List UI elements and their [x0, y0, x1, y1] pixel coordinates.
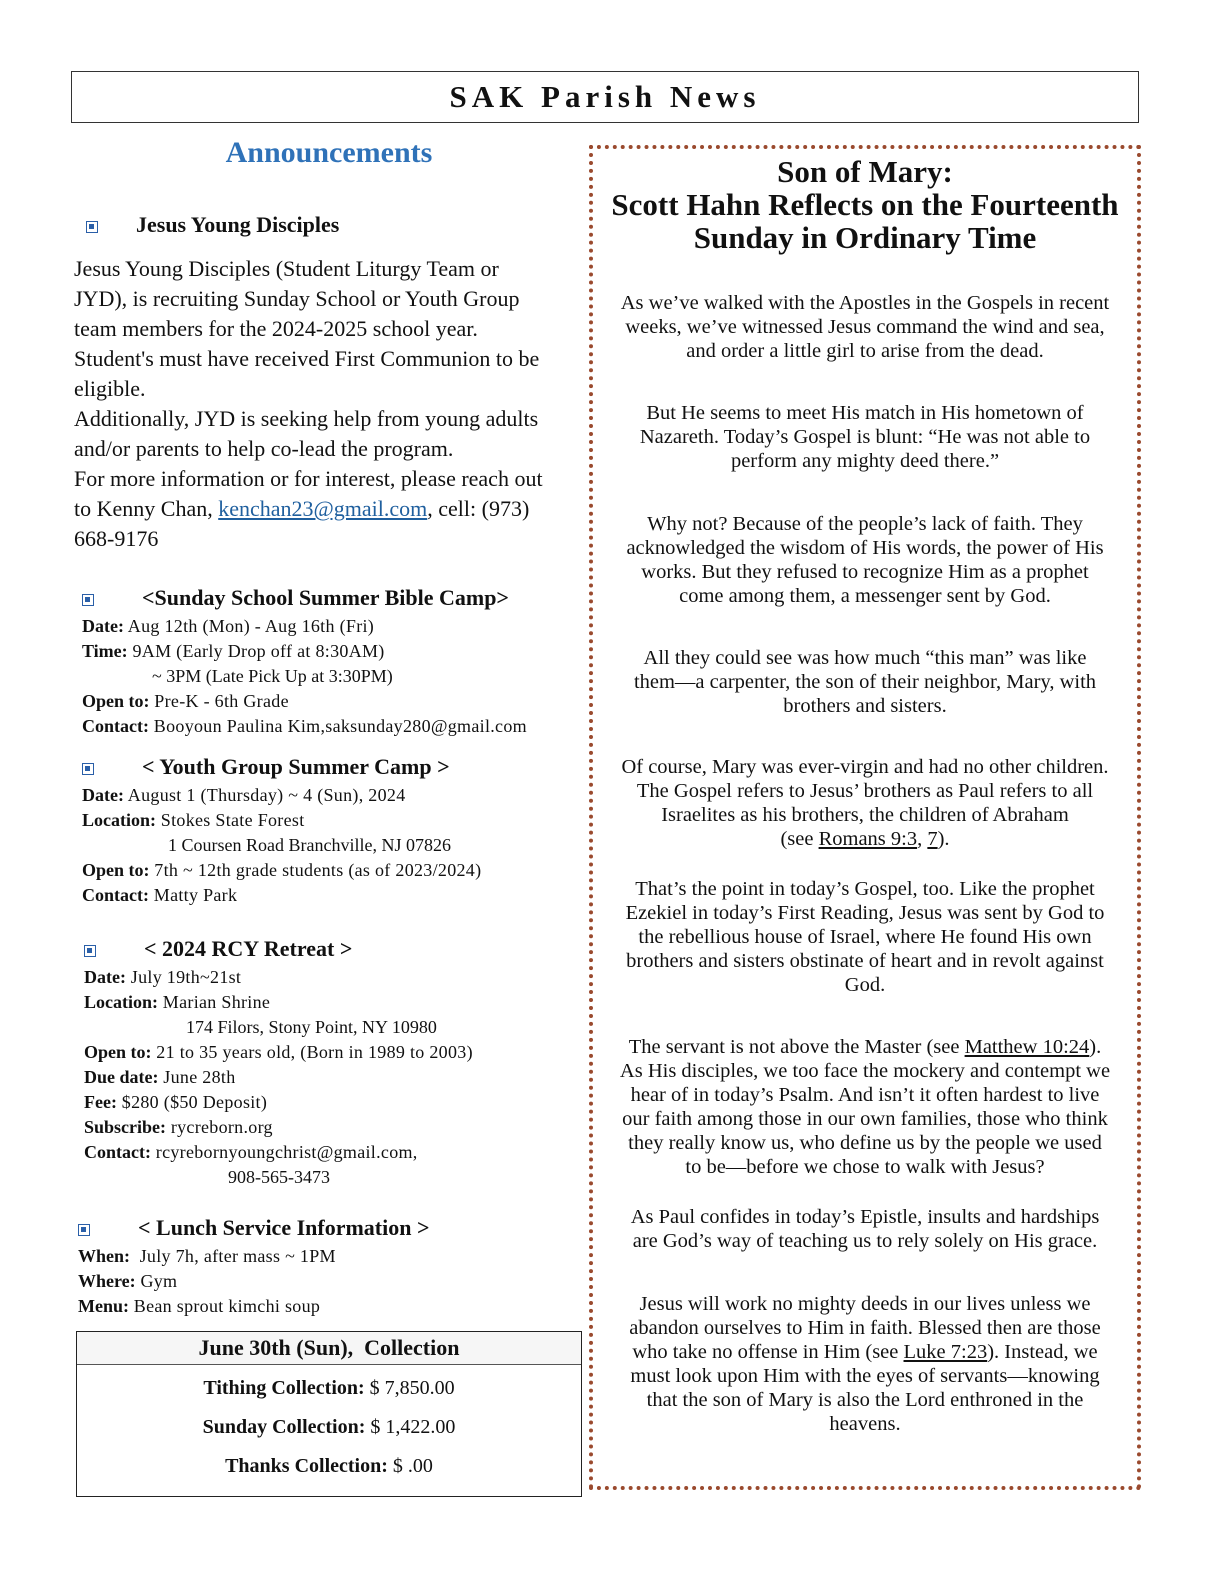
where-label: Where:	[78, 1271, 136, 1291]
menu-label: Menu:	[78, 1296, 129, 1316]
jyd-line: Jesus Young Disciples (Student Liturgy Team or	[74, 256, 499, 281]
rcy-due	[84, 1065, 584, 1090]
lunch-section	[78, 1213, 578, 1319]
jyd-line: JYD), is recruiting Sunday School or Youth Group	[74, 286, 520, 311]
para-line: must look upon Him with the eyes of servants—knowing	[630, 1365, 1100, 1387]
contact-label: Contact:	[82, 885, 149, 905]
contact-value: Matty Park	[148, 885, 238, 905]
lunch-heading	[78, 1213, 578, 1243]
sunday-collection	[77, 1416, 581, 1439]
para-line: brothers and sisters obstinate of heart and in revolt against	[626, 950, 1104, 972]
due-label: Due date:	[84, 1067, 159, 1087]
para-line: That’s the point in today’s Gospel, too. Like the prophet	[635, 878, 1095, 900]
para-line: Why not? Because of the people’s lack of faith. They	[647, 513, 1083, 535]
bullet-square-icon	[82, 763, 94, 775]
date-value: August 1 (Thursday) ~ 4 (Sun), 2024	[123, 785, 406, 805]
bible-camp-section	[82, 583, 582, 739]
bullet-square-icon	[86, 221, 98, 233]
tithing-collection	[77, 1377, 581, 1400]
subscribe-label: Subscribe:	[84, 1117, 167, 1137]
reflection-box	[589, 145, 1141, 1490]
rcy-subscribe	[84, 1115, 584, 1140]
jyd-heading	[86, 212, 339, 238]
rcy-location	[84, 990, 584, 1015]
open-label: Open to:	[84, 1042, 152, 1062]
reflection-paragraph-5	[599, 755, 1131, 851]
see-text: (see	[780, 828, 819, 850]
instead-text: ). Instead, we	[987, 1341, 1098, 1363]
para-line: are God’s way of teaching us to rely solely on His grace.	[632, 1230, 1098, 1252]
jyd-line: eligible.	[74, 376, 146, 401]
para-line: heavens.	[829, 1413, 901, 1435]
para-line: As His disciples, we too face the mockery and contempt we	[619, 1060, 1111, 1082]
luke-link[interactable]: Luke 7:23	[903, 1341, 988, 1363]
reflection-paragraph-8	[599, 1205, 1131, 1253]
reflection-title-line: Scott Hahn Reflects on the Fourteenth	[611, 187, 1119, 222]
jyd-line: For more information or for interest, please reach out	[74, 466, 543, 491]
bible-camp-heading-text: <Sunday School Summer Bible Camp>	[142, 585, 509, 610]
youth-camp-date	[82, 783, 582, 808]
masthead-title: SAK Parish News	[71, 71, 1139, 123]
location-label: Location:	[82, 810, 156, 830]
youth-camp-heading-text: < Youth Group Summer Camp >	[142, 754, 450, 779]
para-line	[599, 1340, 1131, 1364]
when-label: When:	[78, 1246, 131, 1266]
reflection-paragraph-7	[599, 1035, 1131, 1179]
para-line: hear of in today’s Psalm. And isn’t it often hardest to live	[630, 1084, 1100, 1106]
open-value: 21 to 35 years old, (Born in 1989 to 2003)	[151, 1042, 473, 1062]
para-line: As Paul confides in today’s Epistle, insults and hardships	[630, 1206, 1100, 1228]
bullet-square-icon	[78, 1224, 90, 1236]
open-label: Open to:	[82, 691, 150, 711]
end-text: ).	[937, 828, 950, 850]
date-label: Date:	[84, 967, 126, 987]
para-line: to be—before we chose to walk with Jesus?	[685, 1156, 1045, 1178]
servant-text: The servant is not above the Master (see	[628, 1036, 965, 1058]
para-line: that the son of Mary is also the Lord enthroned in the	[646, 1389, 1084, 1411]
reflection-paragraph-9	[599, 1292, 1131, 1436]
reflection-paragraph-1	[599, 291, 1131, 363]
jyd-phone-tail: 668-9176	[74, 526, 159, 551]
when-value: July 7h, after mass ~ 1PM	[130, 1246, 336, 1266]
jyd-email-link[interactable]: kenchan23@gmail.com	[218, 496, 428, 521]
rcy-contact2: 908-565-3473	[228, 1167, 330, 1187]
announcements-column	[74, 134, 584, 1316]
end-text: ).	[1089, 1036, 1102, 1058]
reflection-paragraph-4	[599, 646, 1131, 718]
verse-7-link[interactable]: 7	[927, 828, 938, 850]
reflection-title	[593, 155, 1137, 254]
reflection-paragraph-2	[599, 401, 1131, 473]
reflection-paragraph-3	[599, 512, 1131, 608]
lunch-menu	[78, 1294, 578, 1319]
jyd-heading-text: Jesus Young Disciples	[136, 212, 340, 237]
thanks-collection	[77, 1455, 581, 1478]
para-line: Ezekiel in today’s First Reading, Jesus was sent by God to	[625, 902, 1105, 924]
comma-text: ,	[917, 828, 928, 850]
contact-label: Contact:	[84, 1142, 151, 1162]
rcy-heading	[84, 934, 584, 964]
subscribe-value: rycreborn.org	[166, 1117, 273, 1137]
sunday-value: $ 1,422.00	[365, 1416, 456, 1438]
lunch-heading-text: < Lunch Service Information >	[138, 1215, 430, 1240]
youth-camp-location	[82, 808, 582, 833]
para-line: the rebellious house of Israel, where He found His own	[638, 926, 1092, 948]
para-line: them—a carpenter, the son of their neighbor, Mary, with	[633, 671, 1097, 693]
location-value: Marian Shrine	[158, 992, 271, 1012]
para-line: they really know us, who define us by the people we used	[628, 1132, 1102, 1154]
rcy-location2: 174 Filors, Stony Point, NY 10980	[186, 1017, 437, 1037]
para-line: As we’ve walked with the Apostles in the Gospels in recent	[620, 292, 1110, 314]
youth-camp-location2: 1 Coursen Road Branchville, NJ 07826	[168, 835, 451, 855]
location-label: Location:	[84, 992, 158, 1012]
thanks-label: Thanks Collection:	[225, 1455, 388, 1477]
rcy-contact	[84, 1140, 584, 1165]
bible-camp-heading	[82, 583, 582, 613]
jyd-line: Student's must have received First Communion to be	[74, 346, 540, 371]
jyd-contact-line	[74, 494, 586, 524]
due-value: June 28th	[158, 1067, 236, 1087]
announcements-title: Announcements	[225, 136, 433, 169]
time-value: 9AM (Early Drop off at 8:30AM)	[127, 641, 385, 661]
bible-camp-time2: ~ 3PM (Late Pick Up at 3:30PM)	[152, 666, 393, 686]
matthew-link[interactable]: Matthew 10:24	[964, 1036, 1090, 1058]
para-line: abandon ourselves to Him in faith. Blessed then are those	[629, 1317, 1101, 1339]
bible-camp-contact	[82, 714, 582, 739]
reflection-title-line: Son of Mary:	[777, 154, 953, 189]
offense-text: who take no offense in Him (see	[632, 1341, 904, 1363]
reflection-title-line: Sunday in Ordinary Time	[693, 220, 1037, 255]
sunday-label: Sunday Collection:	[202, 1416, 366, 1438]
para-line: brothers and sisters.	[783, 695, 947, 717]
para-line: weeks, we’ve witnessed Jesus command the wind and sea,	[625, 316, 1105, 338]
date-label: Date:	[82, 616, 124, 636]
jyd-line: Additionally, JYD is seeking help from young adults	[74, 406, 539, 431]
youth-camp-open	[82, 858, 582, 883]
para-line: our faith among those in our own families, those who think	[622, 1108, 1108, 1130]
para-line: perform any mighty deed there.”	[730, 450, 1000, 472]
para-line: God.	[844, 974, 886, 996]
contact-label: Contact:	[82, 716, 149, 736]
para-line	[599, 1035, 1131, 1059]
para-line: Nazareth. Today’s Gospel is blunt: “He was not able to	[639, 426, 1091, 448]
para-line: But He seems to meet His match in His hometown of	[646, 402, 1084, 424]
para-line: Israelites as his brothers, the children of Abraham	[661, 804, 1069, 826]
para-line: All they could see was how much “this man” was like	[643, 647, 1087, 669]
fee-value: $280 ($50 Deposit)	[116, 1092, 268, 1112]
bullet-square-icon	[84, 945, 96, 957]
jyd-contact-prefix: to Kenny Chan,	[74, 496, 219, 521]
open-value: 7th ~ 12th grade students (as of 2023/2024)	[149, 860, 482, 880]
bible-camp-date	[82, 614, 582, 639]
rcy-date	[84, 965, 584, 990]
jyd-line: team members for the 2024-2025 school year.	[74, 316, 478, 341]
open-label: Open to:	[82, 860, 150, 880]
location-value: Stokes State Forest	[156, 810, 305, 830]
rcy-heading-text: < 2024 RCY Retreat >	[144, 936, 353, 961]
jyd-body	[74, 254, 586, 554]
bible-camp-time	[82, 639, 582, 664]
rcy-fee	[84, 1090, 584, 1115]
para-line	[599, 827, 1131, 851]
time-label: Time:	[82, 641, 128, 661]
youth-camp-contact	[82, 883, 582, 908]
rcy-open	[84, 1040, 584, 1065]
open-value: Pre-K - 6th Grade	[149, 691, 289, 711]
para-line: and order a little girl to arise from the dead.	[686, 340, 1044, 362]
para-line: acknowledged the wisdom of His words, the power of His	[626, 537, 1104, 559]
romans-link[interactable]: Romans 9:3	[818, 828, 918, 850]
where-value: Gym	[135, 1271, 178, 1291]
para-line: Jesus will work no mighty deeds in our lives unless we	[639, 1293, 1091, 1315]
para-line: works. But they refused to recognize Him as a prophet	[641, 561, 1089, 583]
date-label: Date:	[82, 785, 124, 805]
contact-value: rcyrebornyoungchrist@gmail.com,	[150, 1142, 418, 1162]
menu-value: Bean sprout kimchi soup	[129, 1296, 321, 1316]
para-line: The Gospel refers to Jesus’ brothers as Paul refers to all	[636, 780, 1094, 802]
date-value: Aug 12th (Mon) - Aug 16th (Fri)	[123, 616, 375, 636]
bible-camp-open	[82, 689, 582, 714]
para-line: Of course, Mary was ever-virgin and had no other children.	[621, 756, 1109, 778]
thanks-value: $ .00	[387, 1455, 433, 1477]
tithing-value: $ 7,850.00	[364, 1377, 455, 1399]
jyd-contact-suffix: , cell: (973)	[427, 496, 530, 521]
bullet-square-icon	[82, 594, 94, 606]
tithing-label: Tithing Collection:	[203, 1377, 365, 1399]
jyd-line: and/or parents to help co-lead the program.	[74, 436, 454, 461]
contact-value: Booyoun Paulina Kim,saksunday280@gmail.com	[148, 716, 527, 736]
youth-camp-section	[82, 752, 582, 908]
reflection-paragraph-6	[599, 877, 1131, 997]
rcy-retreat-section	[84, 934, 584, 1190]
collection-heading: June 30th (Sun), Collection	[77, 1332, 581, 1365]
collection-box	[76, 1331, 582, 1497]
fee-label: Fee:	[84, 1092, 117, 1112]
lunch-when	[78, 1244, 578, 1269]
lunch-where	[78, 1269, 578, 1294]
youth-camp-heading	[82, 752, 582, 782]
date-value: July 19th~21st	[125, 967, 242, 987]
para-line: come among them, a messenger sent by God.	[679, 585, 1051, 607]
